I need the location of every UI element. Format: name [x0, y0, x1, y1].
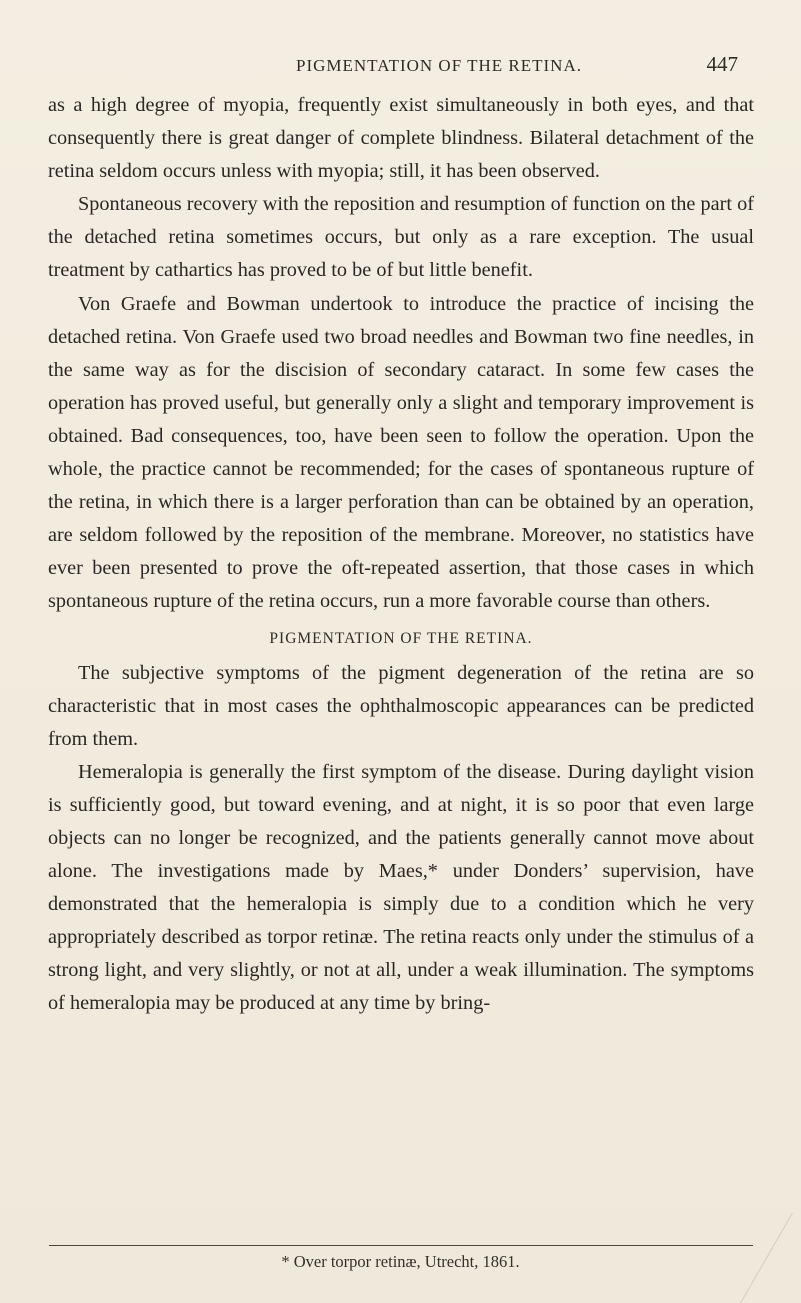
page-number: 447: [706, 52, 738, 76]
body-text: [48, 89, 754, 1021]
paragraph-2: Spontaneous recovery with the reposition and resumption of function on the part of the detached retina sometimes occurs, but only as a rare exception. The usual treatment by cathartics has proved to be of but little benefit.: [48, 193, 754, 282]
section-paragraph-1: The subjective symptoms of the pigment degeneration of the retina are so characteristic that in most cases the ophthalmoscopic appearances can be predicted from them.: [48, 661, 754, 750]
running-head: PIGMENTATION OF THE RETINA.: [296, 56, 582, 75]
footnote-divider: [49, 1245, 753, 1246]
section-heading: PIGMENTATION OF THE RETINA.: [269, 629, 533, 647]
footnote: * Over torpor retinæ, Utrecht, 1861.: [281, 1252, 520, 1271]
paragraph-3: Von Graefe and Bowman undertook to introduce the practice of incising the detached retina. Von Graefe used two broad needles and Bowman two fine needles, in the same way as for the discision of secondary cataract. In some few cases the operation has proved useful, but generally only a slight and temporary improvement is obtained. Bad consequences, too, have been seen to follow the operation. Upon the whole, the practice cannot be recommended; for the cases of spontaneous rupture of the retina, in which there is a larger perforation than can be obtained by an operation, are seldom followed by the reposition of the membrane. Moreover, no statistics have ever been presented to prove the oft-repeated assertion, that those cases in which spontaneous rupture of the retina occurs, run a more favorable course than others.: [48, 292, 754, 613]
section-paragraph-2: Hemeralopia is generally the first symptom of the disease. During daylight vision is sufficiently good, but toward evening, and at night, it is so poor that even large objects can no longer be recognized, and the patients generally cannot move about alone. The investigations made by Maes,* under Donders’ supervision, have demonstrated that the hemeralopia is simply due to a condition which he very appropriately described as torpor retinæ. The retina reacts only under the stimulus of a strong light, and very slightly, or not at all, under a weak illumination. The symptoms of hemeralopia may be produced at any time by bring-: [48, 760, 754, 1015]
paragraph-1: as a high degree of myopia, frequently exist simultaneously in both eyes, and that consequently there is great danger of complete blindness. Bilateral detachment of the retina seldom occurs unless with myopia; still, it has been observed.: [48, 94, 754, 183]
